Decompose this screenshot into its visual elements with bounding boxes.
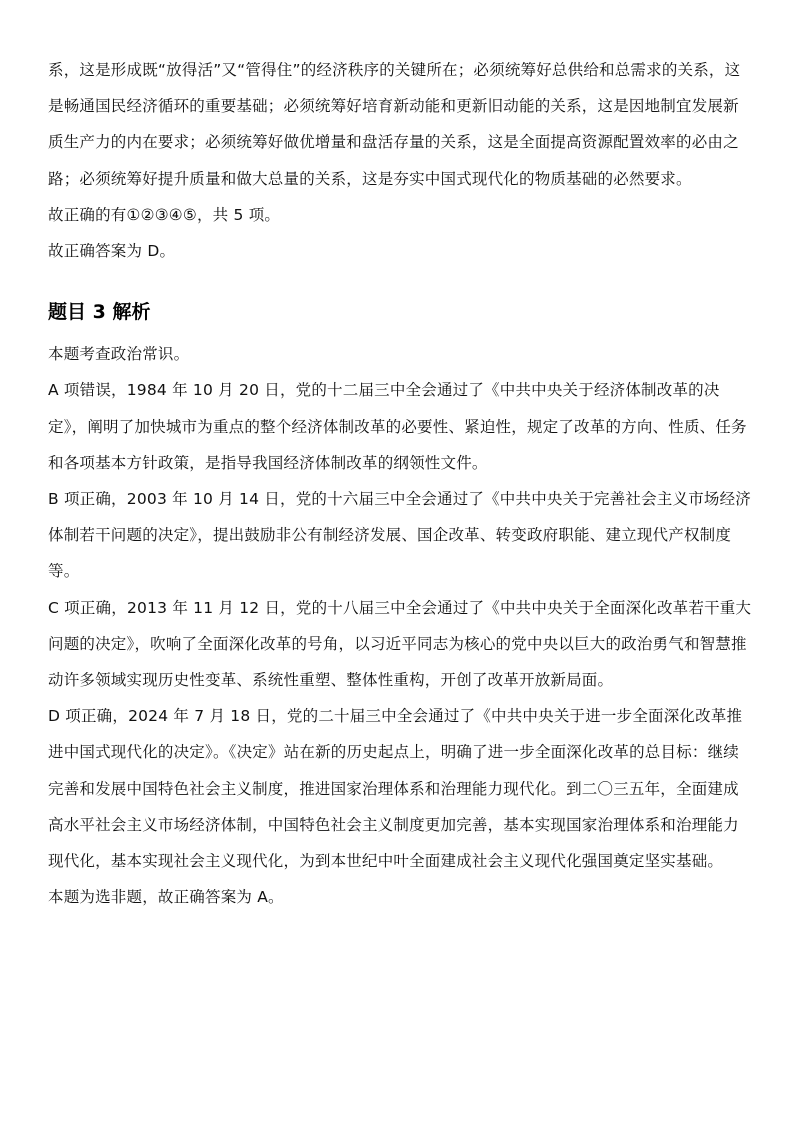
prev-answer-line: 故正确答案为 D。 (48, 242, 176, 261)
option-b-analysis: B 项正确，2003 年 10 月 14 日，党的十六届三中全会通过了《中共中央关于完善社会主义市场经济体制若干问题的决定》，提出鼓励非公有制经济发展、国企改革、转变政府职能、建立现代产权制度等。 (48, 490, 751, 581)
correct-items-count: 故正确的有①②③④⑤，共 5 项。 (48, 205, 281, 224)
option-d-analysis: D 项正确，2024 年 7 月 18 日，党的二十届三中全会通过了《中共中央关于进一步全面深化改革推进中国式现代化的决定》。《决定》站在新的历史起点上，明确了进一步全面深化改革的总目标：继续完善和发展中国特色社会主义制度，推进国家治理体系和治理能力现代化。到二〇三五年，全面建成高水平社会主义市场经济体制，中国特色社会主义制度更加完善，基本实现国家治理体系和治理能力现代化，基本实现社会主义现代化，为到本世纪中叶全面建成社会主义现代化强国奠定坚实基础。 (48, 707, 743, 871)
option-c-analysis: C 项正确，2013 年 11 月 12 日，党的十八届三中全会通过了《中共中央关于全面深化改革若干重大问题的决定》，吹响了全面深化改革的号角，以习近平同志为核心的党中央以巨大的政治勇气和智慧推动许多领域实现历史性变革、系统性重塑、整体性重构，开创了改革开放新局面。 (48, 598, 752, 690)
section-heading: 题目 3 解析 (48, 301, 151, 324)
answer-line: 本题为选非题，故正确答案为 A。 (48, 888, 284, 907)
topic-line: 本题考查政治常识。 (48, 345, 190, 364)
option-a-analysis: A 项错误，1984 年 10 月 20 日，党的十二届三中全会通过了《中共中央关于经济体制改革的决定》，阐明了加快城市为重点的整个经济体制改革的必要性、紧迫性，规定了改革的方向、性质、任务和各项基本方针政策，是指导我国经济体制改革的纲领性文件。 (48, 381, 747, 472)
prev-explanation-paragraph: 系，这是形成既“放得活”又“管得住”的经济秩序的关键所在；必须统筹好总供给和总需求的关系，这是畅通国民经济循环的重要基础；必须统筹好培育新动能和更新旧动能的关系，这是因地制宜发展新质生产力的内在要求；必须统筹好做优增量和盘活存量的关系，这是全面提高资源配置效率的必由之路；必须统筹好提升质量和做大总量的关系，这是夯实中国式现代化的物质基础的必然要求。 (48, 61, 741, 188)
